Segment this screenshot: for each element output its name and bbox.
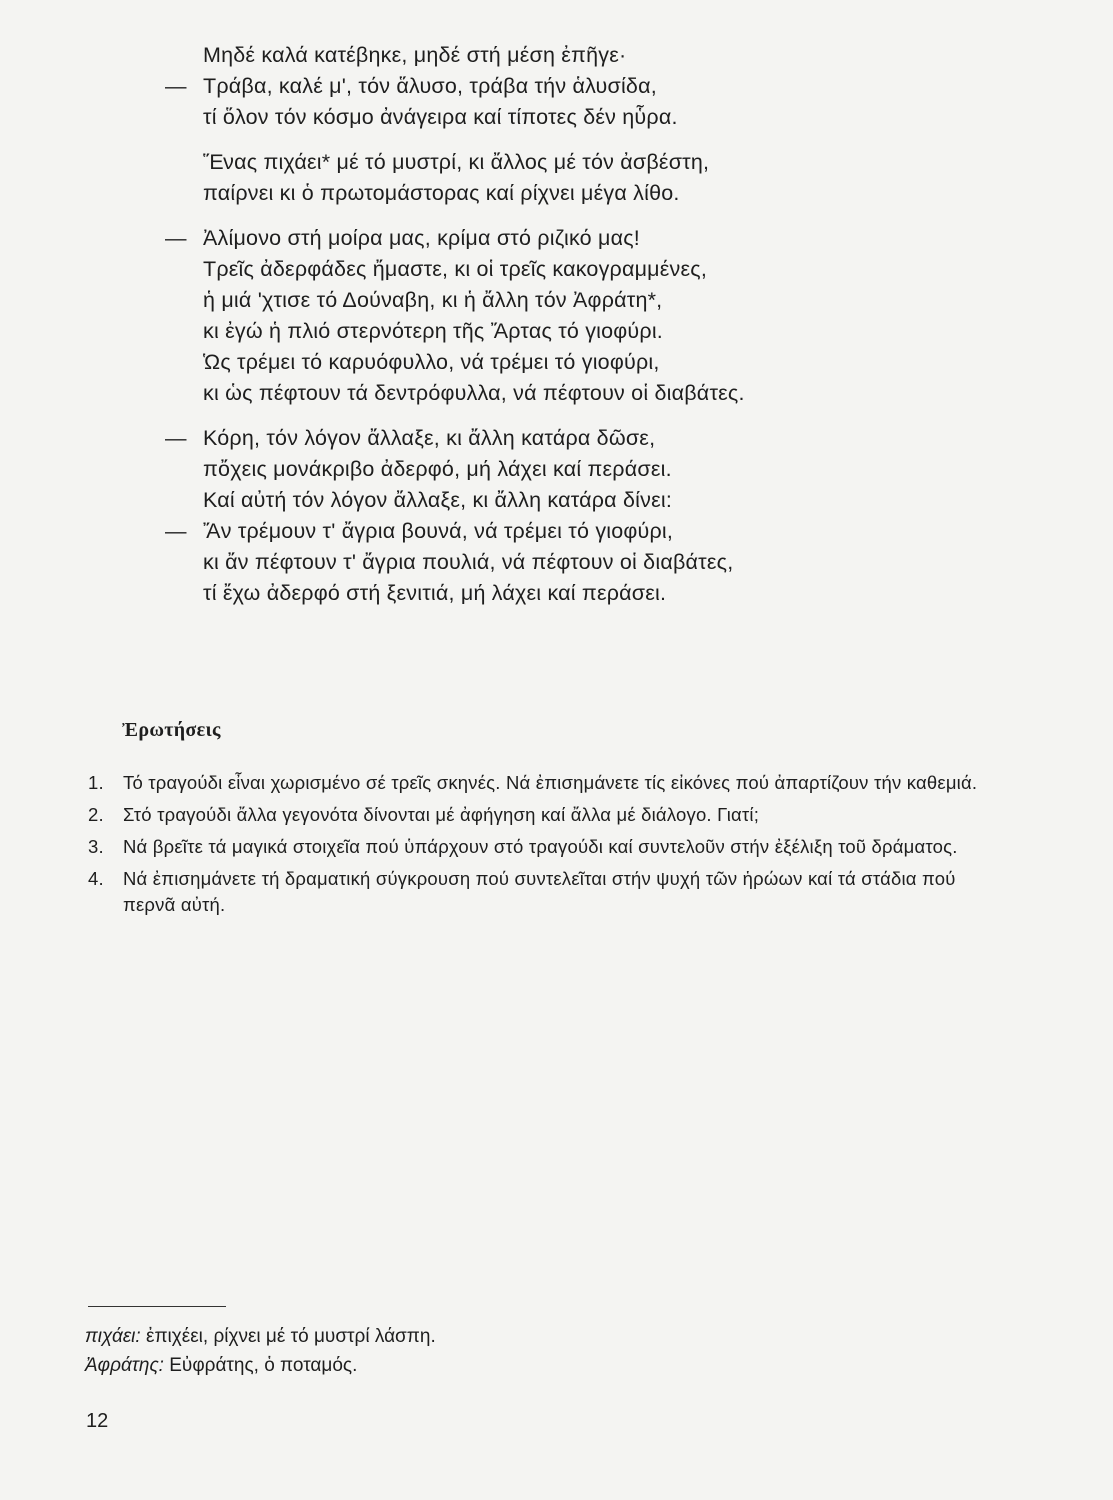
- poem-line: [165, 347, 965, 378]
- footnote-term: πιχάει:: [85, 1326, 141, 1347]
- question-number: 1.: [88, 772, 104, 793]
- dialogue-dash: —: [165, 519, 187, 543]
- dialogue-dash: —: [165, 426, 187, 450]
- question-number: 4.: [88, 868, 104, 889]
- poem-line: [165, 516, 965, 547]
- question-item: [88, 866, 988, 918]
- poem-line-text: Μηδέ καλά κατέβηκε, μηδέ στή μέση ἐπῆγε·: [203, 43, 627, 67]
- poem-line-text: τί ἔχω ἀδερφό στή ξενιτιά, μή λάχει καί περάσει.: [203, 581, 667, 605]
- question-item: [88, 770, 988, 796]
- stanza: [165, 147, 965, 209]
- question-text: Νά ἐπισημάνετε τή δραματική σύγκρουση πού συντελεῖται στήν ψυχή τῶν ἡρώων καί τά στάδια πού περνᾶ αὐτή.: [123, 868, 956, 915]
- question-text: Νά βρεῖτε τά μαγικά στοιχεῖα πού ὑπάρχουν στό τραγούδι καί συντελοῦν στήν ἐξέλιξη τοῦ δράματος.: [123, 836, 958, 857]
- poem-line: [165, 285, 965, 316]
- poem-line: [165, 71, 965, 102]
- footnote-divider: [88, 1306, 226, 1307]
- poem-line: [165, 254, 965, 285]
- stanza: [165, 223, 965, 409]
- poem-line: [165, 178, 965, 209]
- poem-line: [165, 423, 965, 454]
- poem-line-text: κι ὡς πέφτουν τά δεντρόφυλλα, νά πέφτουν οἱ διαβάτες.: [203, 381, 745, 405]
- poem-line-text: Ἕνας πιχάει* μέ τό μυστρί, κι ἄλλος μέ τόν ἀσβέστη,: [203, 150, 710, 174]
- poem-line: [165, 147, 965, 178]
- poem-line-text: Κόρη, τόν λόγον ἄλλαξε, κι ἄλλη κατάρα δῶσε,: [203, 426, 656, 450]
- question-number: 3.: [88, 836, 104, 857]
- poem-line-text: ἡ μιά 'χτισε τό Δούναβη, κι ἡ ἄλλη τόν Ἀφράτη*,: [203, 288, 663, 312]
- poem-line-text: Καί αὐτή τόν λόγον ἄλλαξε, κι ἄλλη κατάρα δίνει:: [203, 488, 673, 512]
- poem-line: [165, 454, 965, 485]
- dialogue-dash: —: [165, 226, 187, 250]
- page-number: 12: [86, 1410, 109, 1432]
- poem-line: [165, 378, 965, 409]
- footnote: [85, 1351, 785, 1380]
- poem-line-text: Ἄν τρέμουν τ' ἄγρια βουνά, νά τρέμει τό γιοφύρι,: [203, 519, 674, 543]
- stanza: [165, 40, 965, 133]
- poem-line-text: Ὡς τρέμει τό καρυόφυλλο, νά τρέμει τό γιοφύρι,: [203, 350, 660, 374]
- questions-heading: Ἐρωτήσεις: [122, 719, 221, 741]
- poem-line-text: τί ὅλον τόν κόσμο ἀνάγειρα καί τίποτες δέν ηὗρα.: [203, 105, 678, 129]
- poem-line-text: παίρνει κι ὁ πρωτομάστορας καί ρίχνει μέγα λίθο.: [203, 181, 680, 205]
- poem-line-text: κι ἄν πέφτουν τ' ἄγρια πουλιά, νά πέφτουν οἱ διαβάτες,: [203, 550, 734, 574]
- poem-line: [165, 40, 965, 71]
- poem-line: [165, 547, 965, 578]
- poem-line: [165, 578, 965, 609]
- poem-line-text: πὄχεις μονάκριβο ἀδερφό, μή λάχει καί περάσει.: [203, 457, 672, 481]
- question-item: [88, 834, 988, 860]
- poem-line-text: Τρεῖς ἀδερφάδες ἤμαστε, κι οἱ τρεῖς κακογραμμένες,: [203, 257, 708, 281]
- footnote: [85, 1322, 785, 1351]
- poem-text: [165, 40, 965, 623]
- poem-line-text: κι ἐγώ ἡ πλιό στερνότερη τῆς Ἄρτας τό γιοφύρι.: [203, 319, 663, 343]
- poem-line: [165, 485, 965, 516]
- poem-line: [165, 223, 965, 254]
- question-text: Τό τραγούδι εἶναι χωρισμένο σέ τρεῖς σκηνές. Νά ἐπισημάνετε τίς εἰκόνες πού ἀπαρτίζουν τήν καθεμιά.: [123, 772, 978, 793]
- poem-line: [165, 316, 965, 347]
- poem-line-text: Ἀλίμονο στή μοίρα μας, κρίμα στό ριζικό μας!: [203, 226, 640, 250]
- footnote-definition: Εὐφράτης, ὁ ποταμός.: [169, 1355, 358, 1376]
- poem-line-text: Τράβα, καλέ μ', τόν ἅλυσο, τράβα τήν ἁλυσίδα,: [203, 74, 657, 98]
- footnote-definition: ἐπιχέει, ρίχνει μέ τό μυστρί λάσπη.: [145, 1326, 436, 1347]
- question-item: [88, 802, 988, 828]
- footnote-term: Ἀφράτης:: [85, 1355, 164, 1376]
- questions-list: [88, 770, 988, 924]
- stanza: [165, 423, 965, 609]
- footnotes: [85, 1322, 785, 1380]
- question-number: 2.: [88, 804, 104, 825]
- question-text: Στό τραγούδι ἄλλα γεγονότα δίνονται μέ ἀφήγηση καί ἄλλα μέ διάλογο. Γιατί;: [123, 804, 760, 825]
- poem-line: [165, 102, 965, 133]
- dialogue-dash: —: [165, 74, 187, 98]
